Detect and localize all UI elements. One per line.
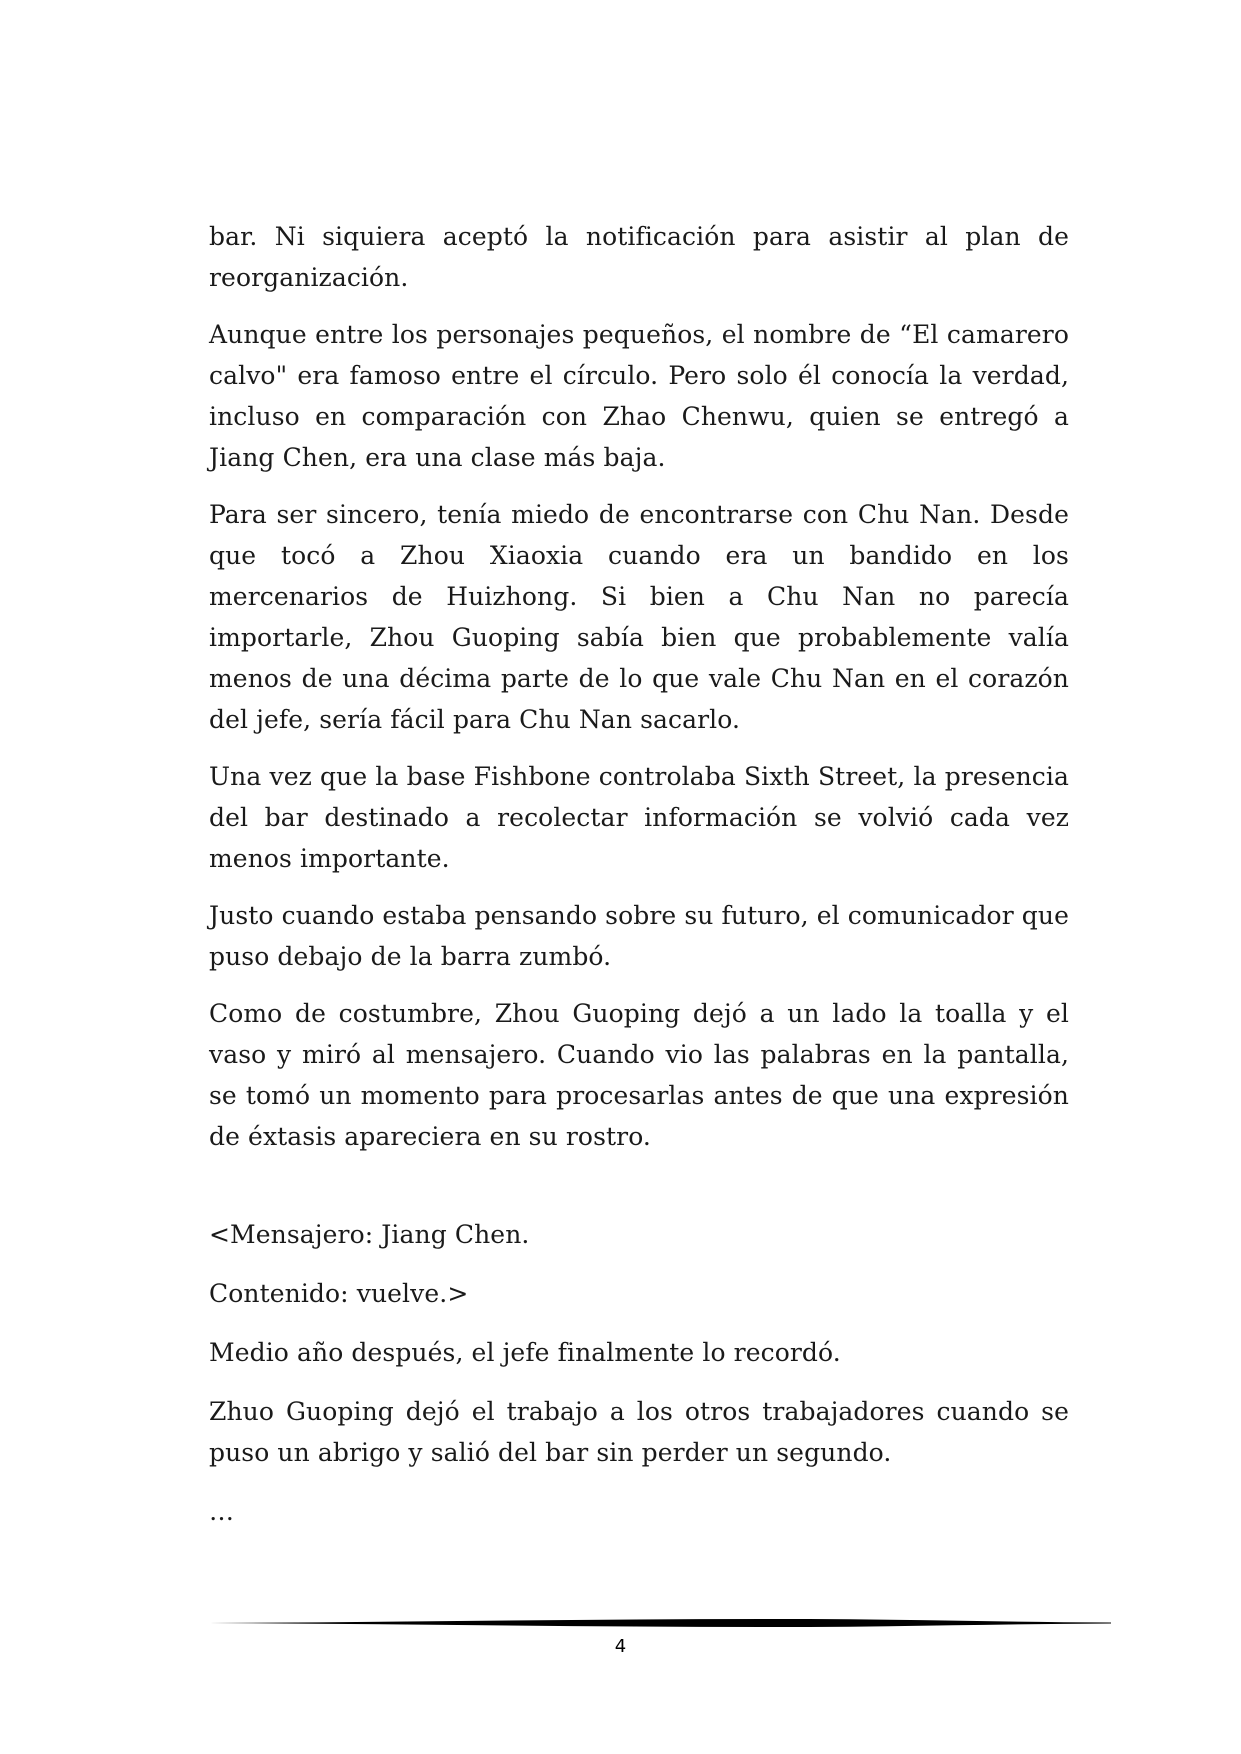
- message-line-sender: <Mensajero: Jiang Chen.: [209, 1220, 530, 1249]
- paragraph-6: Como de costumbre, Zhou Guoping dejó a un lado la toalla y el vaso y miró al mensajero. Cuando vio las palabras en la pantalla, se tomó un momento para procesarlas antes de que una expresión de éxtasis apareciera en su rostro.: [209, 999, 1069, 1151]
- paragraph-1: bar. Ni siquiera aceptó la notificación para asistir al plan de reorganización.: [209, 222, 1069, 292]
- ellipsis: …: [209, 1497, 235, 1526]
- message-block: [209, 1214, 1069, 1532]
- footer-divider: [209, 1616, 1111, 1630]
- paragraph-5: Justo cuando estaba pensando sobre su futuro, el comunicador que puso debajo de la barra zumbó.: [209, 901, 1069, 971]
- body-text: [209, 216, 1069, 1157]
- paragraph-2: Aunque entre los personajes pequeños, el nombre de “El camarero calvo" era famoso entre el círculo. Pero solo él conocía la verdad, incluso en comparación con Zhao Chenwu, quien se entregó a Jiang Chen, era una clase más baja.: [209, 320, 1069, 472]
- page-number: 4: [614, 1636, 627, 1657]
- closing-paragraph-1: Medio año después, el jefe finalmente lo recordó.: [209, 1338, 841, 1367]
- paragraph-4: Una vez que la base Fishbone controlaba Sixth Street, la presencia del bar destinado a recolectar información se volvió cada vez menos importante.: [209, 762, 1069, 873]
- message-line-content: Contenido: vuelve.>: [209, 1279, 469, 1308]
- paragraph-3: Para ser sincero, tenía miedo de encontrarse con Chu Nan. Desde que tocó a Zhou Xiaoxia cuando era un bandido en los mercenarios de Huizhong. Si bien a Chu Nan no parecía importarle, Zhou Guoping sabía bien que probablemente valía menos de una décima parte de lo que vale Chu Nan en el corazón del jefe, sería fácil para Chu Nan sacarlo.: [209, 500, 1069, 734]
- closing-paragraph-2: Zhuo Guoping dejó el trabajo a los otros trabajadores cuando se puso un abrigo y salió del bar sin perder un segundo.: [209, 1397, 1069, 1467]
